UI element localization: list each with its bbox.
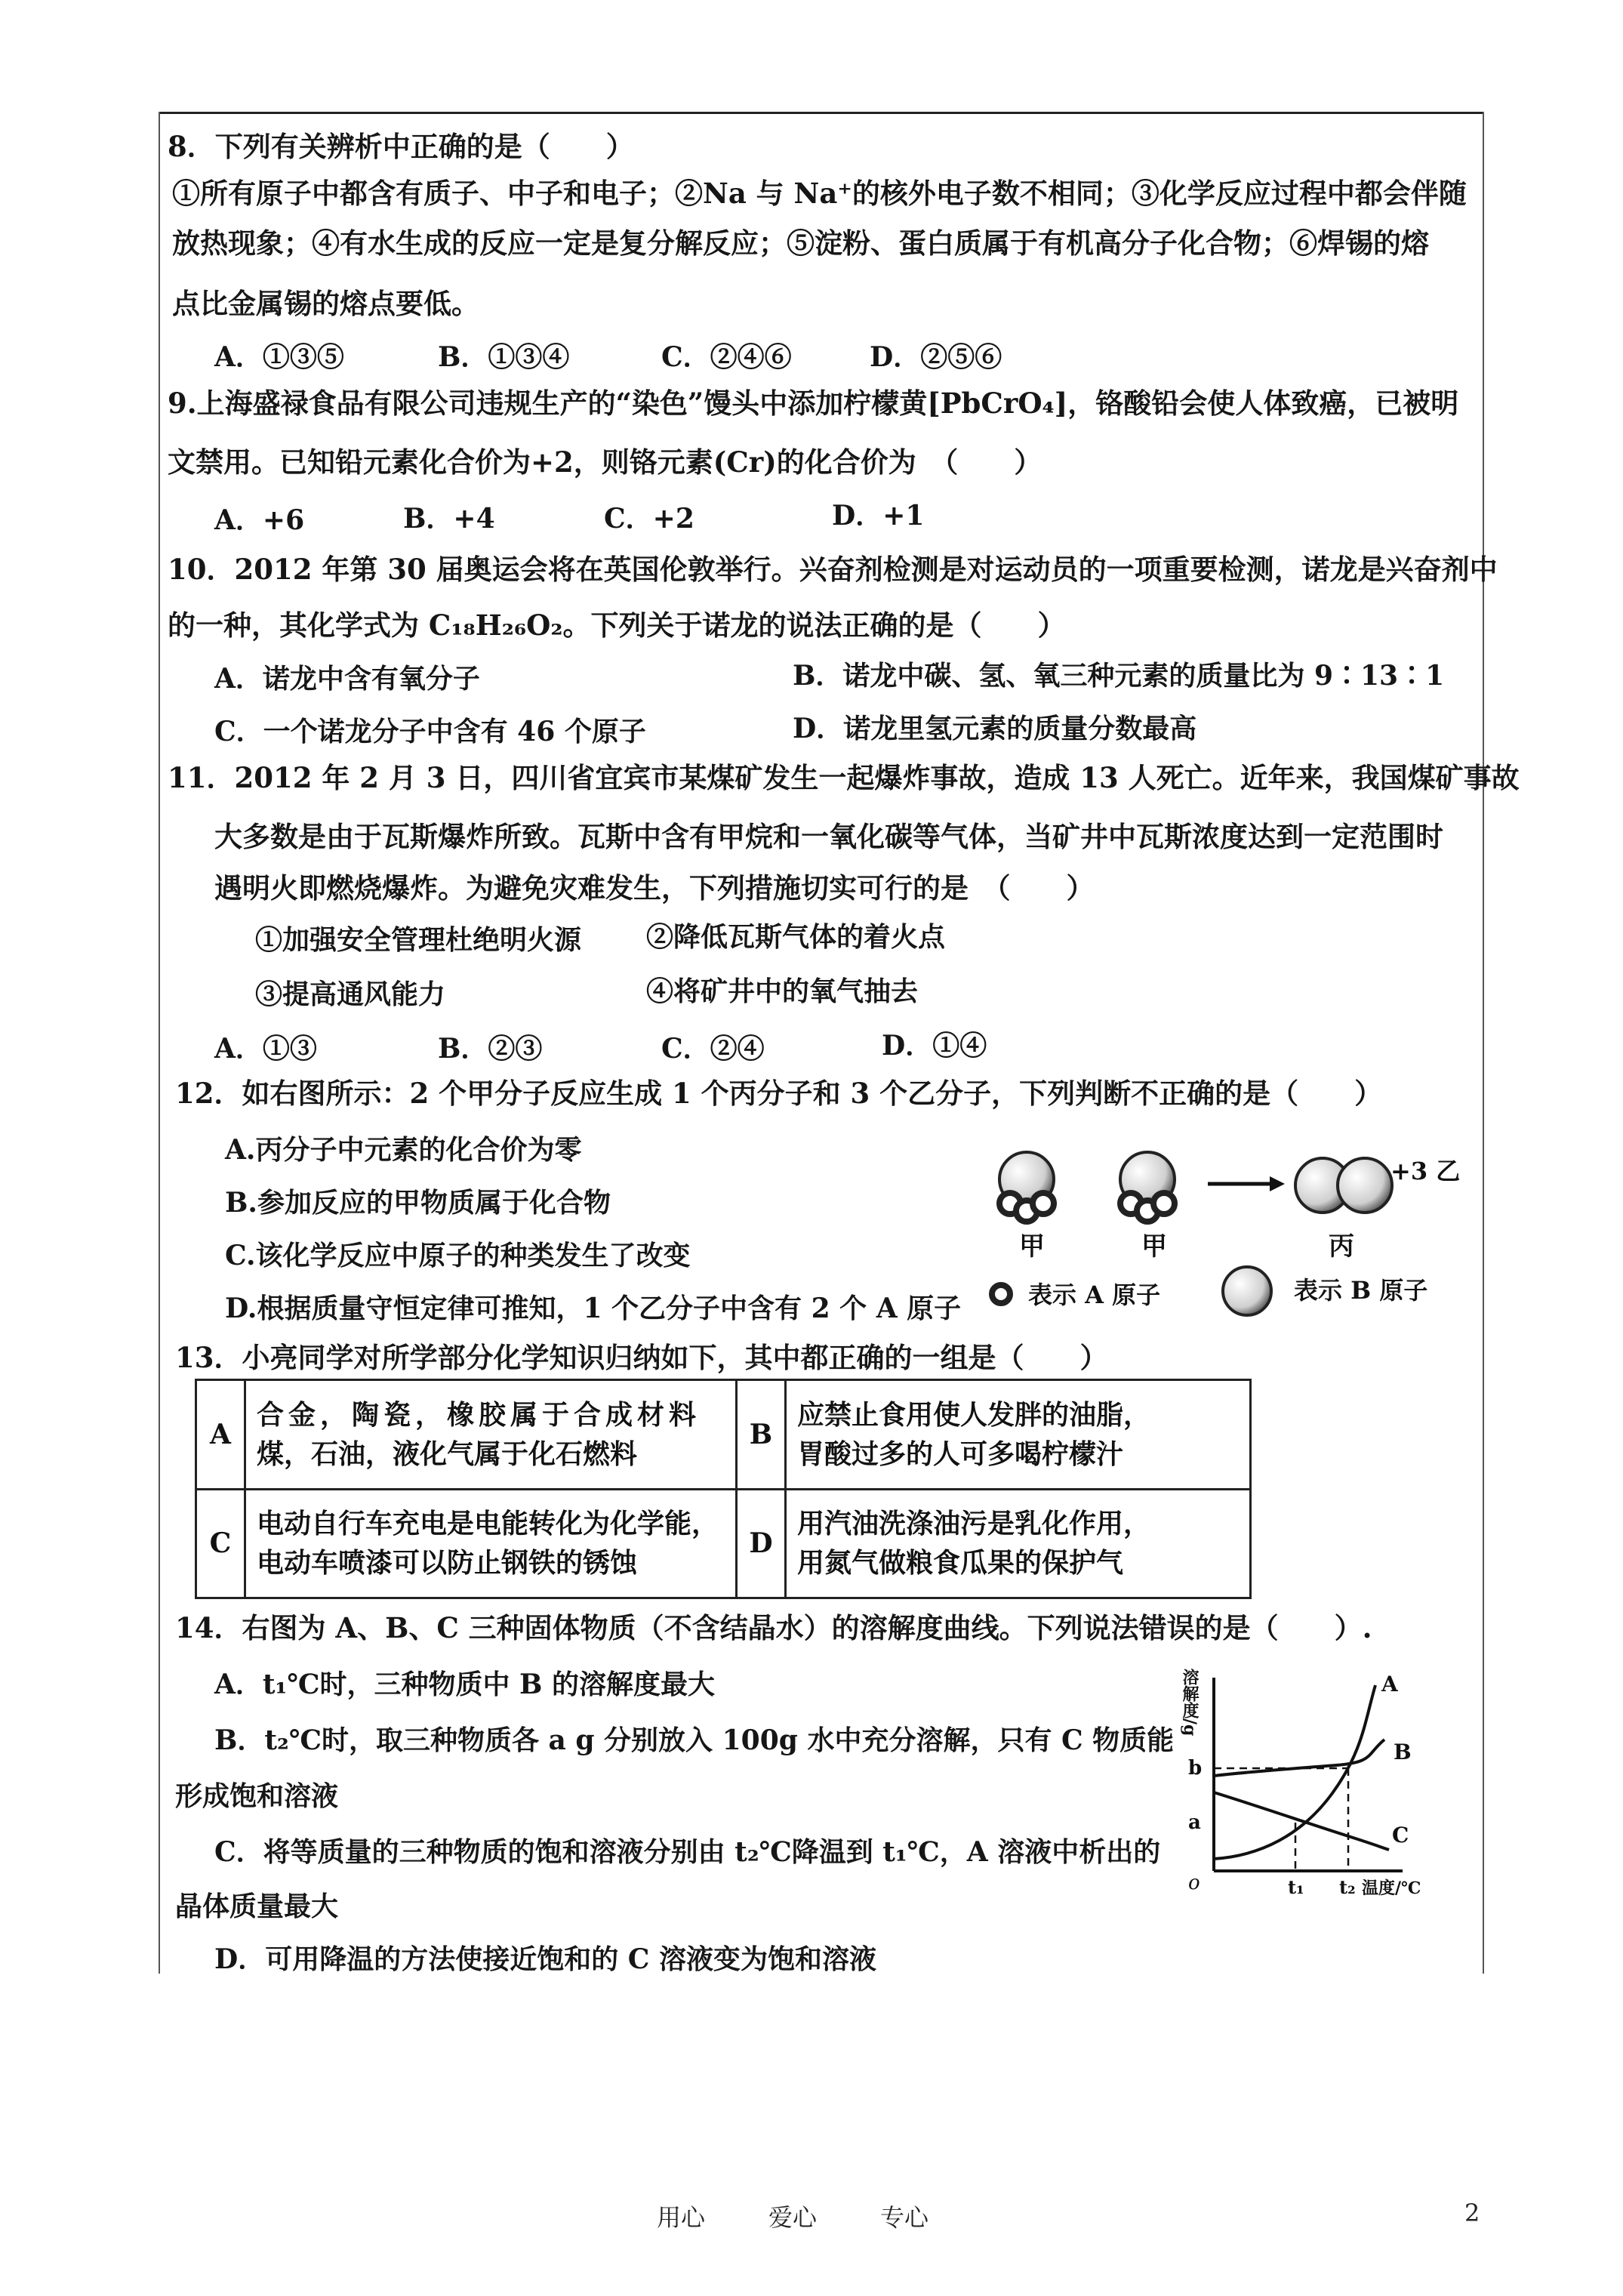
curve-b-label: B — [1394, 1740, 1412, 1764]
cell-d-line2: 用氮气做粮食瓜果的保护气 — [797, 1547, 1124, 1579]
q10-line2: 的一种，其化学式为 C₁₈H₂₆O₂。下列关于诺龙的说法正确的是（ ） — [168, 609, 1066, 642]
product-extra-label: +3 乙 — [1390, 1157, 1461, 1185]
table-row — [196, 1380, 1251, 1490]
q12-reaction-figure — [974, 1133, 1472, 1329]
curve-c — [1214, 1792, 1389, 1850]
q12-stem: 12．如右图所示：2 个甲分子反应生成 1 个丙分子和 3 个乙分子，下列判断不正确的是（ ） — [175, 1077, 1383, 1110]
q8-option-c: C．②④⑥ — [661, 341, 792, 373]
curve-a-label: A — [1381, 1672, 1398, 1697]
cell-c-line2: 电动车喷漆可以防止钢铁的锈蚀 — [257, 1547, 638, 1579]
cell-c-line1: 电动自行车充电是电能转化为化学能， — [257, 1508, 719, 1540]
q10-option-c: C．一个诺龙分子中含有 46 个原子 — [214, 716, 646, 747]
q14-option-d: D．可用降温的方法使接近饱和的 C 溶液变为饱和溶液 — [214, 1943, 876, 1975]
table-row — [196, 1489, 1251, 1598]
q11-measure-1: ①加强安全管理杜绝明火源 — [255, 924, 582, 956]
q8-line3: 点比金属锡的熔点要低。 — [172, 287, 479, 320]
cell-a-line2: 煤，石油，液化气属于化石燃料 — [257, 1438, 638, 1470]
q9-option-c: C．+2 — [604, 503, 694, 535]
q10-option-d: D．诺龙里氢元素的质量分数最高 — [793, 713, 1197, 744]
q8-stem: 8．下列有关辨析中正确的是（ ） — [168, 130, 634, 163]
q8-option-b: B．①③④ — [438, 341, 570, 373]
footer-text-3: 专心 — [880, 2203, 929, 2232]
q8-option-a: A．①③⑤ — [214, 341, 344, 373]
page-number: 2 — [1464, 2199, 1480, 2227]
q13-stem: 13．小亮同学对所学部分化学知识归纳如下，其中都正确的一组是（ ） — [175, 1341, 1108, 1374]
q14-option-b-line2: 形成饱和溶液 — [175, 1780, 339, 1812]
legend-b-atom — [1223, 1267, 1271, 1315]
q13-table — [195, 1379, 1252, 1599]
bing-molecule — [1295, 1158, 1392, 1213]
q11-option-b: B．②③ — [438, 1033, 543, 1065]
q11-measure-3: ③提高通风能力 — [255, 978, 446, 1010]
q9-option-a: A．+6 — [214, 504, 305, 536]
q14-option-b-line1: B．t₂℃时，取三种物质各 a g 分别放入 100g 水中充分溶解，只有 C 物质能 — [214, 1724, 1175, 1756]
q8-line2: 放热现象；④有水生成的反应一定是复分解反应；⑤淀粉、蛋白质属于有机高分子化合物；⑥焊锡的熔 — [172, 227, 1429, 260]
q10-line1: 10．2012 年第 30 届奥运会将在英国伦敦举行。兴奋剂检测是对运动员的一项重要检测，诺龙是兴奋剂中 — [168, 553, 1498, 586]
q11-line3: 遇明火即燃烧爆炸。为避免灾难发生，下列措施切实可行的是 （ ） — [214, 871, 1095, 905]
cell-a-key: A — [196, 1380, 245, 1490]
q9-option-b: B．+4 — [403, 503, 495, 535]
cell-b-key: B — [737, 1380, 786, 1490]
q14-solubility-graph — [1178, 1661, 1464, 1910]
q8-line1: ①所有原子中都含有质子、中子和电子；②Na 与 Na⁺的核外电子数不相同；③化学反应过程中都会伴随 — [172, 177, 1467, 210]
cell-d-key: D — [737, 1489, 786, 1598]
x-axis-label: 温度/℃ — [1362, 1878, 1421, 1898]
q9-line2: 文禁用。已知铅元素化合价为+2，则铬元素(Cr)的化合价为 （ ） — [168, 445, 1042, 479]
q9-line1: 9.上海盛禄食品有限公司违规生产的“染色”馒头中添加柠檬黄[PbCrO₄]，铬酸铅会使人体致癌，已被明 — [168, 387, 1459, 420]
cell-d-line1: 用汽油洗涤油污是乳化作用， — [797, 1508, 1151, 1540]
cell-a — [245, 1380, 737, 1490]
legend-a-atom — [992, 1285, 1010, 1303]
q14-option-c-line1: C．将等质量的三种物质的饱和溶液分别由 t₂℃降温到 t₁℃，A 溶液中析出的 — [214, 1836, 1161, 1868]
cell-a-line1: 合金，陶瓷，橡胶属于合成材料 — [257, 1398, 701, 1431]
cell-b-line1: 应禁止食用使人发胖的油脂， — [797, 1398, 1151, 1431]
q12-option-d: D.根据质量守恒定律可推知，1 个乙分子中含有 2 个 A 原子 — [225, 1293, 962, 1324]
tick-b: b — [1188, 1757, 1203, 1780]
origin-label: o — [1188, 1872, 1200, 1894]
y-axis-label: 溶解度/g — [1180, 1669, 1200, 1737]
cell-b — [786, 1380, 1251, 1490]
q11-line1: 11．2012 年 2 月 3 日，四川省宜宾市某煤矿发生一起爆炸事故，造成 13 人死亡。近年来，我国煤矿事故 — [168, 761, 1520, 794]
tick-t2: t₂ — [1339, 1876, 1356, 1898]
jia-molecule-1 — [999, 1152, 1054, 1222]
jia-molecule-2 — [1120, 1152, 1175, 1222]
cell-d — [786, 1489, 1251, 1598]
q14-option-c-line2: 晶体质量最大 — [175, 1891, 339, 1922]
q12-option-a: A.丙分子中元素的化合价为零 — [225, 1134, 582, 1166]
cell-b-line2: 胃酸过多的人可多喝柠檬汁 — [797, 1438, 1124, 1470]
q10-option-b: B．诺龙中碳、氢、氧三种元素的质量比为 9∶13∶1 — [793, 660, 1445, 692]
q14-option-a: A．t₁℃时，三种物质中 B 的溶解度最大 — [214, 1669, 715, 1700]
q11-option-c: C．②④ — [661, 1033, 765, 1065]
bing-label: 丙 — [1329, 1231, 1354, 1262]
q10-option-a: A．诺龙中含有氧分子 — [214, 663, 480, 695]
q11-option-a: A．①③ — [214, 1033, 317, 1065]
legend-a-text: 表示 A 原子 — [1028, 1281, 1161, 1309]
q11-option-d: D．①④ — [882, 1030, 987, 1062]
q12-option-c: C.该化学反应中原子的种类发生了改变 — [225, 1240, 691, 1271]
cell-c-key: C — [196, 1489, 245, 1598]
jia-label-1: 甲 — [1019, 1231, 1045, 1262]
footer-text-1: 用心 — [657, 2203, 706, 2232]
tick-t1: t₁ — [1288, 1876, 1304, 1898]
jia-label-2: 甲 — [1141, 1231, 1167, 1262]
legend-b-text: 表示 B 原子 — [1294, 1276, 1428, 1305]
tick-a: a — [1188, 1811, 1201, 1834]
q8-option-d: D．②⑤⑥ — [870, 341, 1002, 373]
curve-c-label: C — [1392, 1823, 1409, 1848]
q9-option-d: D．+1 — [832, 500, 925, 532]
q11-measure-4: ④将矿井中的氧气抽去 — [646, 975, 919, 1007]
footer-text-2: 爱心 — [768, 2203, 818, 2232]
q11-line2: 大多数是由于瓦斯爆炸所致。瓦斯中含有甲烷和一氧化碳等气体，当矿井中瓦斯浓度达到一定范围时 — [214, 820, 1443, 853]
q11-measure-2: ②降低瓦斯气体的着火点 — [646, 921, 946, 953]
q12-option-b: B.参加反应的甲物质属于化合物 — [225, 1187, 611, 1219]
reaction-arrow — [1208, 1176, 1285, 1191]
cell-c — [245, 1489, 737, 1598]
q14-stem: 14．右图为 A、B、C 三种固体物质（不含结晶水）的溶解度曲线。下列说法错误的是（ ）. — [175, 1611, 1372, 1644]
